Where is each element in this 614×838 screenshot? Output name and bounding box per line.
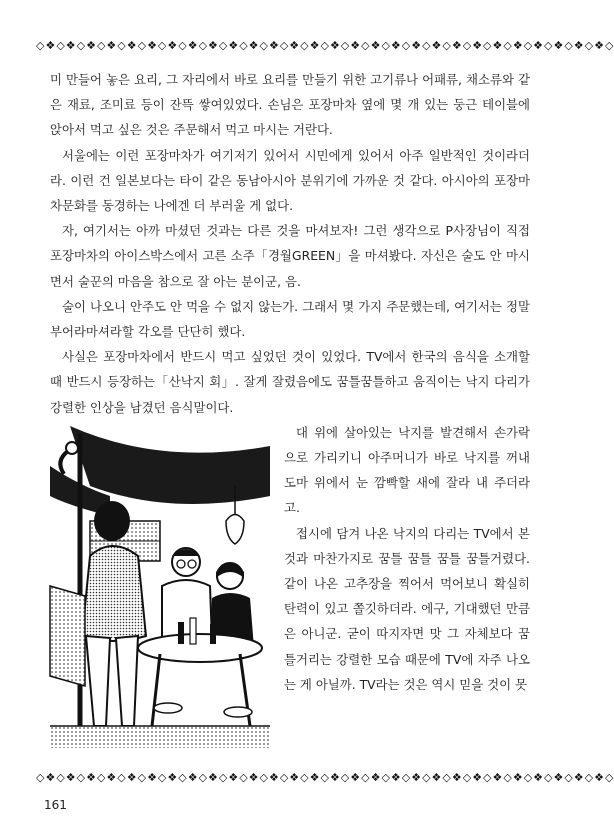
paragraph-6: 대 위에 살아있는 낙지를 발견해서 손가락으로 가리키니 아주머니가 바로 낙지를 꺼내 도마 위에서 눈 깜빡할 새에 잘라 내 주더라고. xyxy=(284,424,530,516)
page-body xyxy=(50,67,530,748)
paragraph-4: 술이 나오니 안주도 안 먹을 수 없지 않는가. 그래서 몇 가지 주문했는데, 여기서는 정말 부어라마셔라할 각오를 단단히 했다. xyxy=(50,298,530,340)
paragraph-3: 자, 여기서는 아까 마셨던 것과는 다른 것을 마셔보자! 그런 생각으로 P사장님이 직접 포장마차의 아이스박스에서 고른 소주「경월GREEN」을 마셔봤다. 자신은 술도 안 마시면서 술꾼의 마음을 참으로 잘 아는 분이군, 음. xyxy=(50,223,530,289)
page-number: 161 xyxy=(44,798,67,812)
paragraph-5: 사실은 포장마차에서 반드시 먹고 싶었던 것이 있었다. TV에서 한국의 음식을 소개할 때 반드시 등장하는「산낙지 회」. 잘게 잘렸음에도 꿈틀꿈틀하고 움직이는 낙지 다리가 강렬한 인상을 남겼던 음식말이다. xyxy=(50,349,530,415)
paragraph-1: 미 만들어 놓은 요리, 그 자리에서 바로 요리를 만들기 위한 고기류나 어패류, 채소류와 같은 재료, 조미료 등이 잔뜩 쌓여있었다. 손님은 포장마차 옆에 몇 개 있는 둥근 테이블에 앉아서 먹고 싶은 것은 주문해서 먹고 마시는 거란다. xyxy=(50,72,530,138)
top-border-ornament: ◇❖◇❖◇❖◇❖◇❖◇❖◇❖◇❖◇❖◇❖◇❖◇❖◇❖◇❖◇❖◇❖◇❖◇❖◇❖◇❖◇❖◇❖◇❖◇❖◇❖◇❖◇❖◇❖◇ xyxy=(36,39,614,52)
paragraph-2: 서울에는 이런 포장마차가 여기저기 있어서 시민에게 있어서 아주 일반적인 것이라더라. 이런 건 일본보다는 타이 같은 동남아시아 분위기에 가까운 것 같다. 아시아의 포장마차문화를 동경하는 나에겐 더 부러울 게 없다. xyxy=(50,147,530,214)
street-stall-illustration xyxy=(50,426,270,748)
bottom-border-ornament: ◇❖◇❖◇❖◇❖◇❖◇❖◇❖◇❖◇❖◇❖◇❖◇❖◇❖◇❖◇❖◇❖◇❖◇❖◇❖◇❖◇❖◇❖◇❖◇❖◇❖◇❖◇❖◇❖◇ xyxy=(36,771,614,784)
paragraph-7: 접시에 담겨 나온 낙지의 다리는 TV에서 본 것과 마찬가지로 꿈틀 꿈틀 꿈틀 꿈틀거렸다. 같이 나온 고추장을 찍어서 먹어보니 확실히 탄력이 있고 쫄깃하더라. 에구, 기대했던 만큼은 아니군. 굳이 따지자면 맛 그 자체보다 꿈틀거리는 강렬한 모습 때문에 TV에 자주 나오는 게 아닐까. TV라는 것은 역시 믿을 것이 못 xyxy=(284,525,530,692)
